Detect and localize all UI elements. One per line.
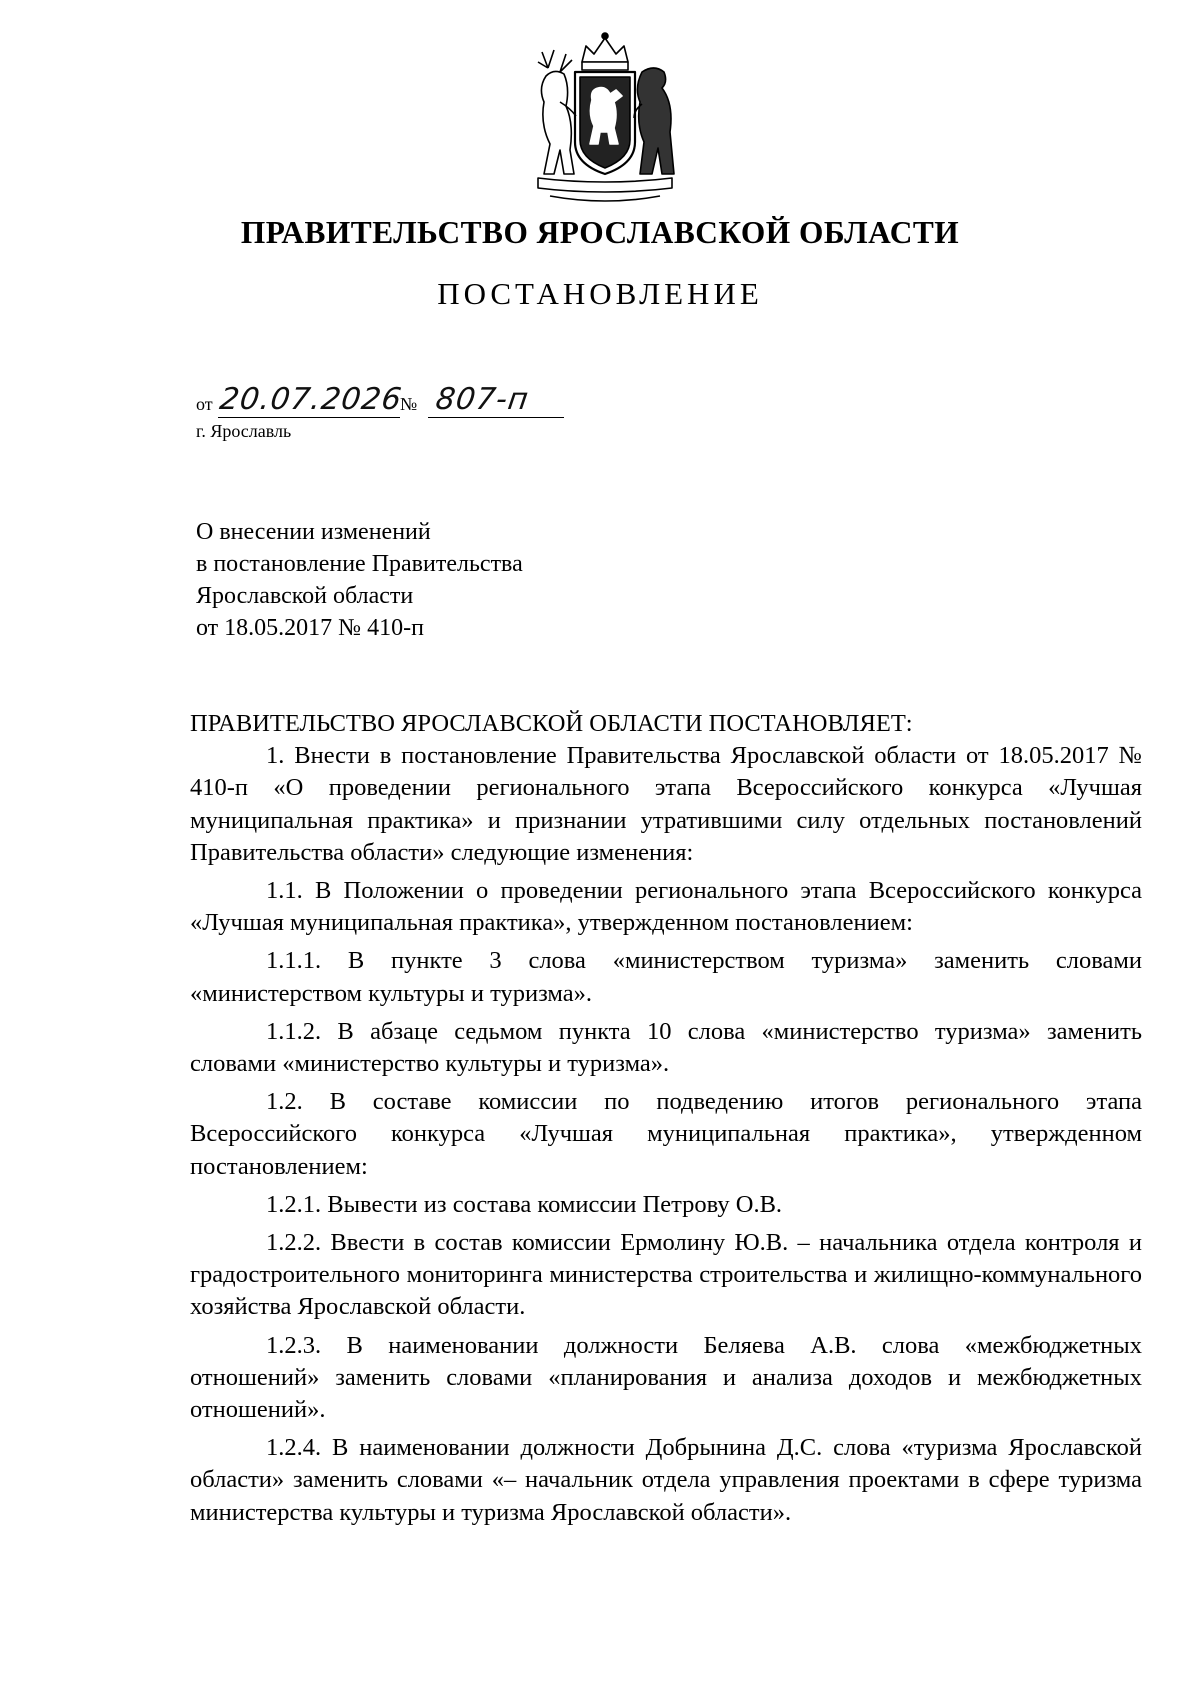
paragraph-1-2: 1.2. В составе комиссии по подведению итогов регионального этапа Всероссийского конкурса «Лучшая муниципальная практика», утвержденном постановлением: bbox=[190, 1088, 1142, 1180]
paragraph-1-2-4: 1.2.4. В наименовании должности Добрынина Д.С. слова «туризма Ярославской области» заменить словами «– начальник отдела управления проектами в сфере туризма министерства культуры и туризма Ярославской области». bbox=[190, 1434, 1142, 1526]
resolution-heading: ПРАВИТЕЛЬСТВО ЯРОСЛАВСКОЙ ОБЛАСТИ ПОСТАНОВЛЯЕТ: bbox=[190, 710, 913, 737]
subject-line: Ярославской области bbox=[196, 583, 414, 609]
number-sign: № bbox=[400, 394, 418, 414]
subject-line: О внесении изменений bbox=[196, 519, 431, 545]
paragraph-1-2-2: 1.2.2. Ввести в состав комиссии Ермолину Ю.В. – начальника отдела контроля и градостроительного мониторинга министерства строительства и жилищно-коммунального хозяйства Ярославской области. bbox=[190, 1229, 1142, 1321]
subject-line: в постановление Правительства bbox=[196, 551, 523, 577]
registration-line bbox=[196, 382, 596, 422]
document-subject bbox=[196, 516, 523, 644]
handwritten-date: 20.07.2026 bbox=[217, 382, 405, 417]
coat-of-arms-emblem bbox=[530, 32, 680, 208]
number-underline bbox=[428, 417, 564, 418]
paragraph-1-1-2: 1.1.2. В абзаце седьмом пункта 10 слова «министерство туризма» заменить словами «министерство культуры и туризма». bbox=[190, 1017, 1142, 1078]
paragraph-1-2-3: 1.2.3. В наименовании должности Беляева А.В. слова «межбюджетных отношений» заменить словами «планирования и анализа доходов и межбюджетных отношений». bbox=[190, 1331, 1142, 1424]
date-underline bbox=[218, 417, 400, 418]
date-prefix: от bbox=[196, 394, 213, 414]
city: г. Ярославль bbox=[196, 421, 292, 441]
subject-line: от 18.05.2017 № 410-п bbox=[196, 615, 424, 641]
paragraph-1-1-1: 1.1.1. В пункте 3 слова «министерством туризма» заменить словами «министерством культуры и туризма». bbox=[190, 947, 1142, 1007]
document-body bbox=[190, 708, 1142, 1529]
document-type: ПОСТАНОВЛЕНИЕ bbox=[437, 276, 763, 311]
paragraph-1-2-1: 1.2.1. Вывести из состава комиссии Петрову О.В. bbox=[266, 1190, 783, 1218]
paragraph-1-1: 1.1. В Положении о проведении регионального этапа Всероссийского конкурса «Лучшая муниципальная практика», утвержденном постановлением: bbox=[190, 877, 1142, 937]
government-title: ПРАВИТЕЛЬСТВО ЯРОСЛАВСКОЙ ОБЛАСТИ bbox=[240, 214, 960, 250]
paragraph-1: 1. Внести в постановление Правительства Ярославской области от 18.05.2017 № 410-п «О проведении регионального этапа Всероссийского конкурса «Лучшая муниципальная практика» и признании утратившими силу отдельных постановлений Правительства области» следующие изменения: bbox=[190, 742, 1142, 866]
handwritten-number: 807-п bbox=[433, 382, 532, 417]
